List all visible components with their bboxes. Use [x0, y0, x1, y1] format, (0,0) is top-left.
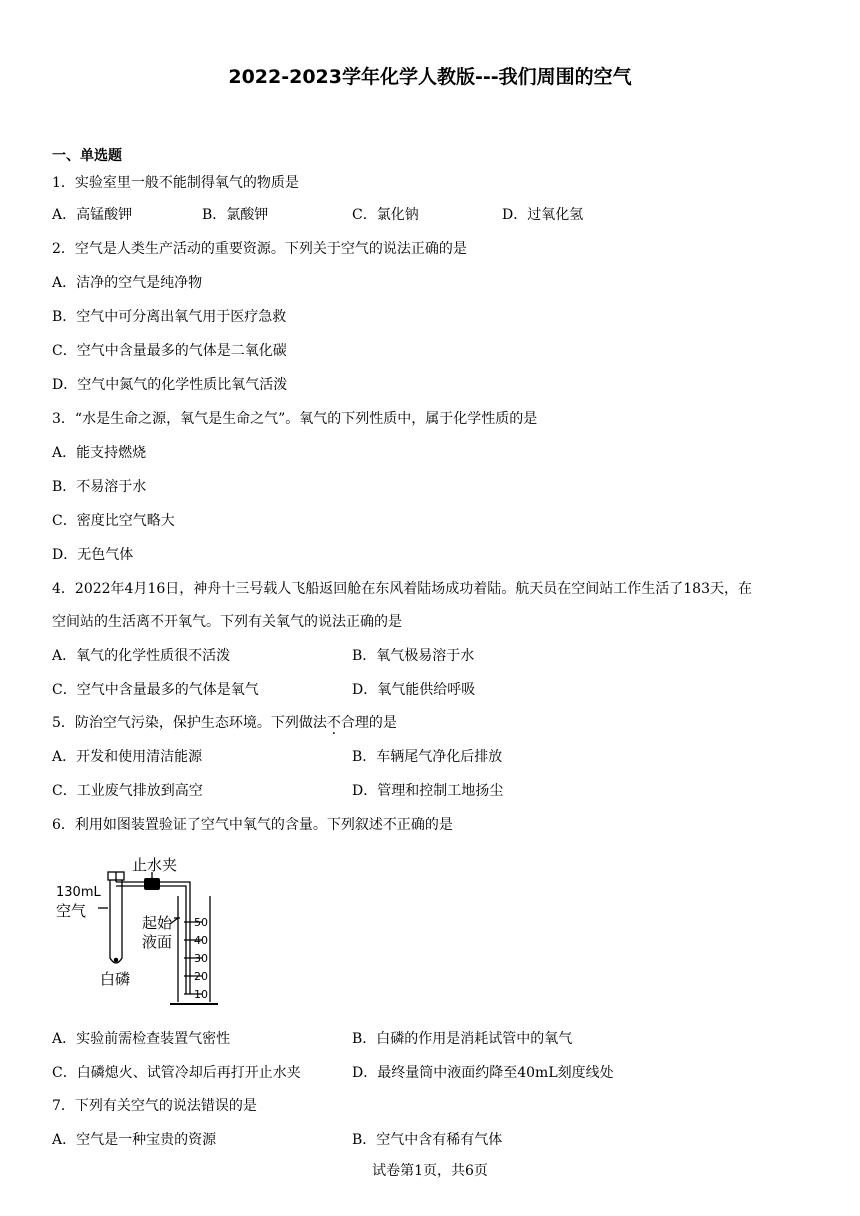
apparatus-figure [52, 852, 252, 1012]
air-label: 空气 [56, 902, 87, 920]
q3-option-c: C．密度比空气略大 [52, 513, 175, 529]
question-2-stem: 2．空气是人类生产活动的重要资源。下列关于空气的说法正确的是 [52, 241, 467, 257]
tick-label-20: 20 [194, 970, 208, 983]
question-4-stem-line-1: 4．2022年4月16日，神舟十三号载人飞船返回舱在东风着陆场成功着陆。航天员在空间站工作生活了183天，在 [52, 581, 752, 597]
initial-level-label-2: 液面 [142, 933, 173, 951]
tick-label-40: 40 [194, 934, 208, 947]
q7-option-b: B．空气中含有稀有气体 [352, 1132, 503, 1148]
q3-option-a: A．能支持燃烧 [52, 445, 147, 461]
q7-option-a: A．空气是一种宝贵的资源 [52, 1132, 217, 1148]
q1-option-b: B．氯酸钾 [202, 207, 269, 223]
q3-option-b: B．不易溶于水 [52, 479, 147, 495]
q6-option-b: B．白磷的作用是消耗试管中的氧气 [352, 1031, 573, 1047]
initial-level-label-1: 起始 [142, 914, 173, 932]
q6-option-c: C．白磷熄火、试管冷却后再打开止水夹 [52, 1065, 301, 1081]
q2-option-d: D．空气中氮气的化学性质比氧气活泼 [52, 377, 288, 393]
tick-label-30: 30 [194, 952, 208, 965]
q1-option-d: D．过氧化氢 [502, 207, 584, 223]
q4-option-a: A．氧气的化学性质很不活泼 [52, 648, 231, 664]
page-title: 2022-2023学年化学人教版---我们周围的空气 [228, 66, 632, 88]
q5-option-a: A．开发和使用清洁能源 [52, 749, 203, 765]
question-1-stem: 1．实验室里一般不能制得氧气的物质是 [52, 175, 299, 191]
question-6-stem: 6．利用如图装置验证了空气中氧气的含量。下列叙述不正确的是 [52, 817, 453, 833]
q2-option-a: A．洁净的空气是纯净物 [52, 275, 203, 291]
q2-option-b: B．空气中可分离出氧气用于医疗急救 [52, 309, 287, 325]
q4-option-b: B．氧气极易溶于水 [352, 648, 475, 664]
q2-option-c: C．空气中含量最多的气体是二氧化碳 [52, 343, 287, 359]
section-heading: 一、单选题 [52, 148, 122, 164]
white-phosphorus-label: 白磷 [100, 970, 131, 988]
q4-option-c: C．空气中含量最多的气体是氧气 [52, 682, 259, 698]
q5-option-c: C．工业废气排放到高空 [52, 783, 203, 799]
clamp-label: 止水夹 [132, 856, 178, 874]
emphasis-dot-word: 不 [326, 715, 341, 731]
tick-label-50: 50 [194, 916, 208, 929]
q1-option-a: A．高锰酸钾 [52, 207, 133, 223]
q6-option-a: A．实验前需检查装置气密性 [52, 1031, 231, 1047]
tick-label-10: 10 [194, 988, 208, 1001]
page-footer: 试卷第1页，共6页 [372, 1163, 488, 1179]
question-3-stem: 3．“水是生命之源，氧气是生命之气”。氧气的下列性质中，属于化学性质的是 [52, 411, 538, 427]
q6-option-d: D．最终量筒中液面约降至40mL刻度线处 [352, 1065, 614, 1081]
air-volume-label: 130mL [56, 885, 101, 900]
question-4-stem-line-2: 空间站的生活离不开氧气。下列有关氧气的说法正确的是 [52, 614, 402, 630]
q5-option-d: D．管理和控制工地扬尘 [352, 783, 504, 799]
clamp-icon [144, 872, 160, 890]
question-7-stem: 7．下列有关空气的说法错误的是 [52, 1098, 257, 1114]
q3-option-d: D．无色气体 [52, 547, 134, 563]
q1-option-c: C．氯化钠 [352, 207, 419, 223]
q5-option-b: B．车辆尾气净化后排放 [352, 749, 503, 765]
q4-option-d: D．氧气能供给呼吸 [352, 682, 476, 698]
question-5-stem: 5．防治空气污染，保护生态环境。下列做法不合理的是 [52, 715, 397, 731]
